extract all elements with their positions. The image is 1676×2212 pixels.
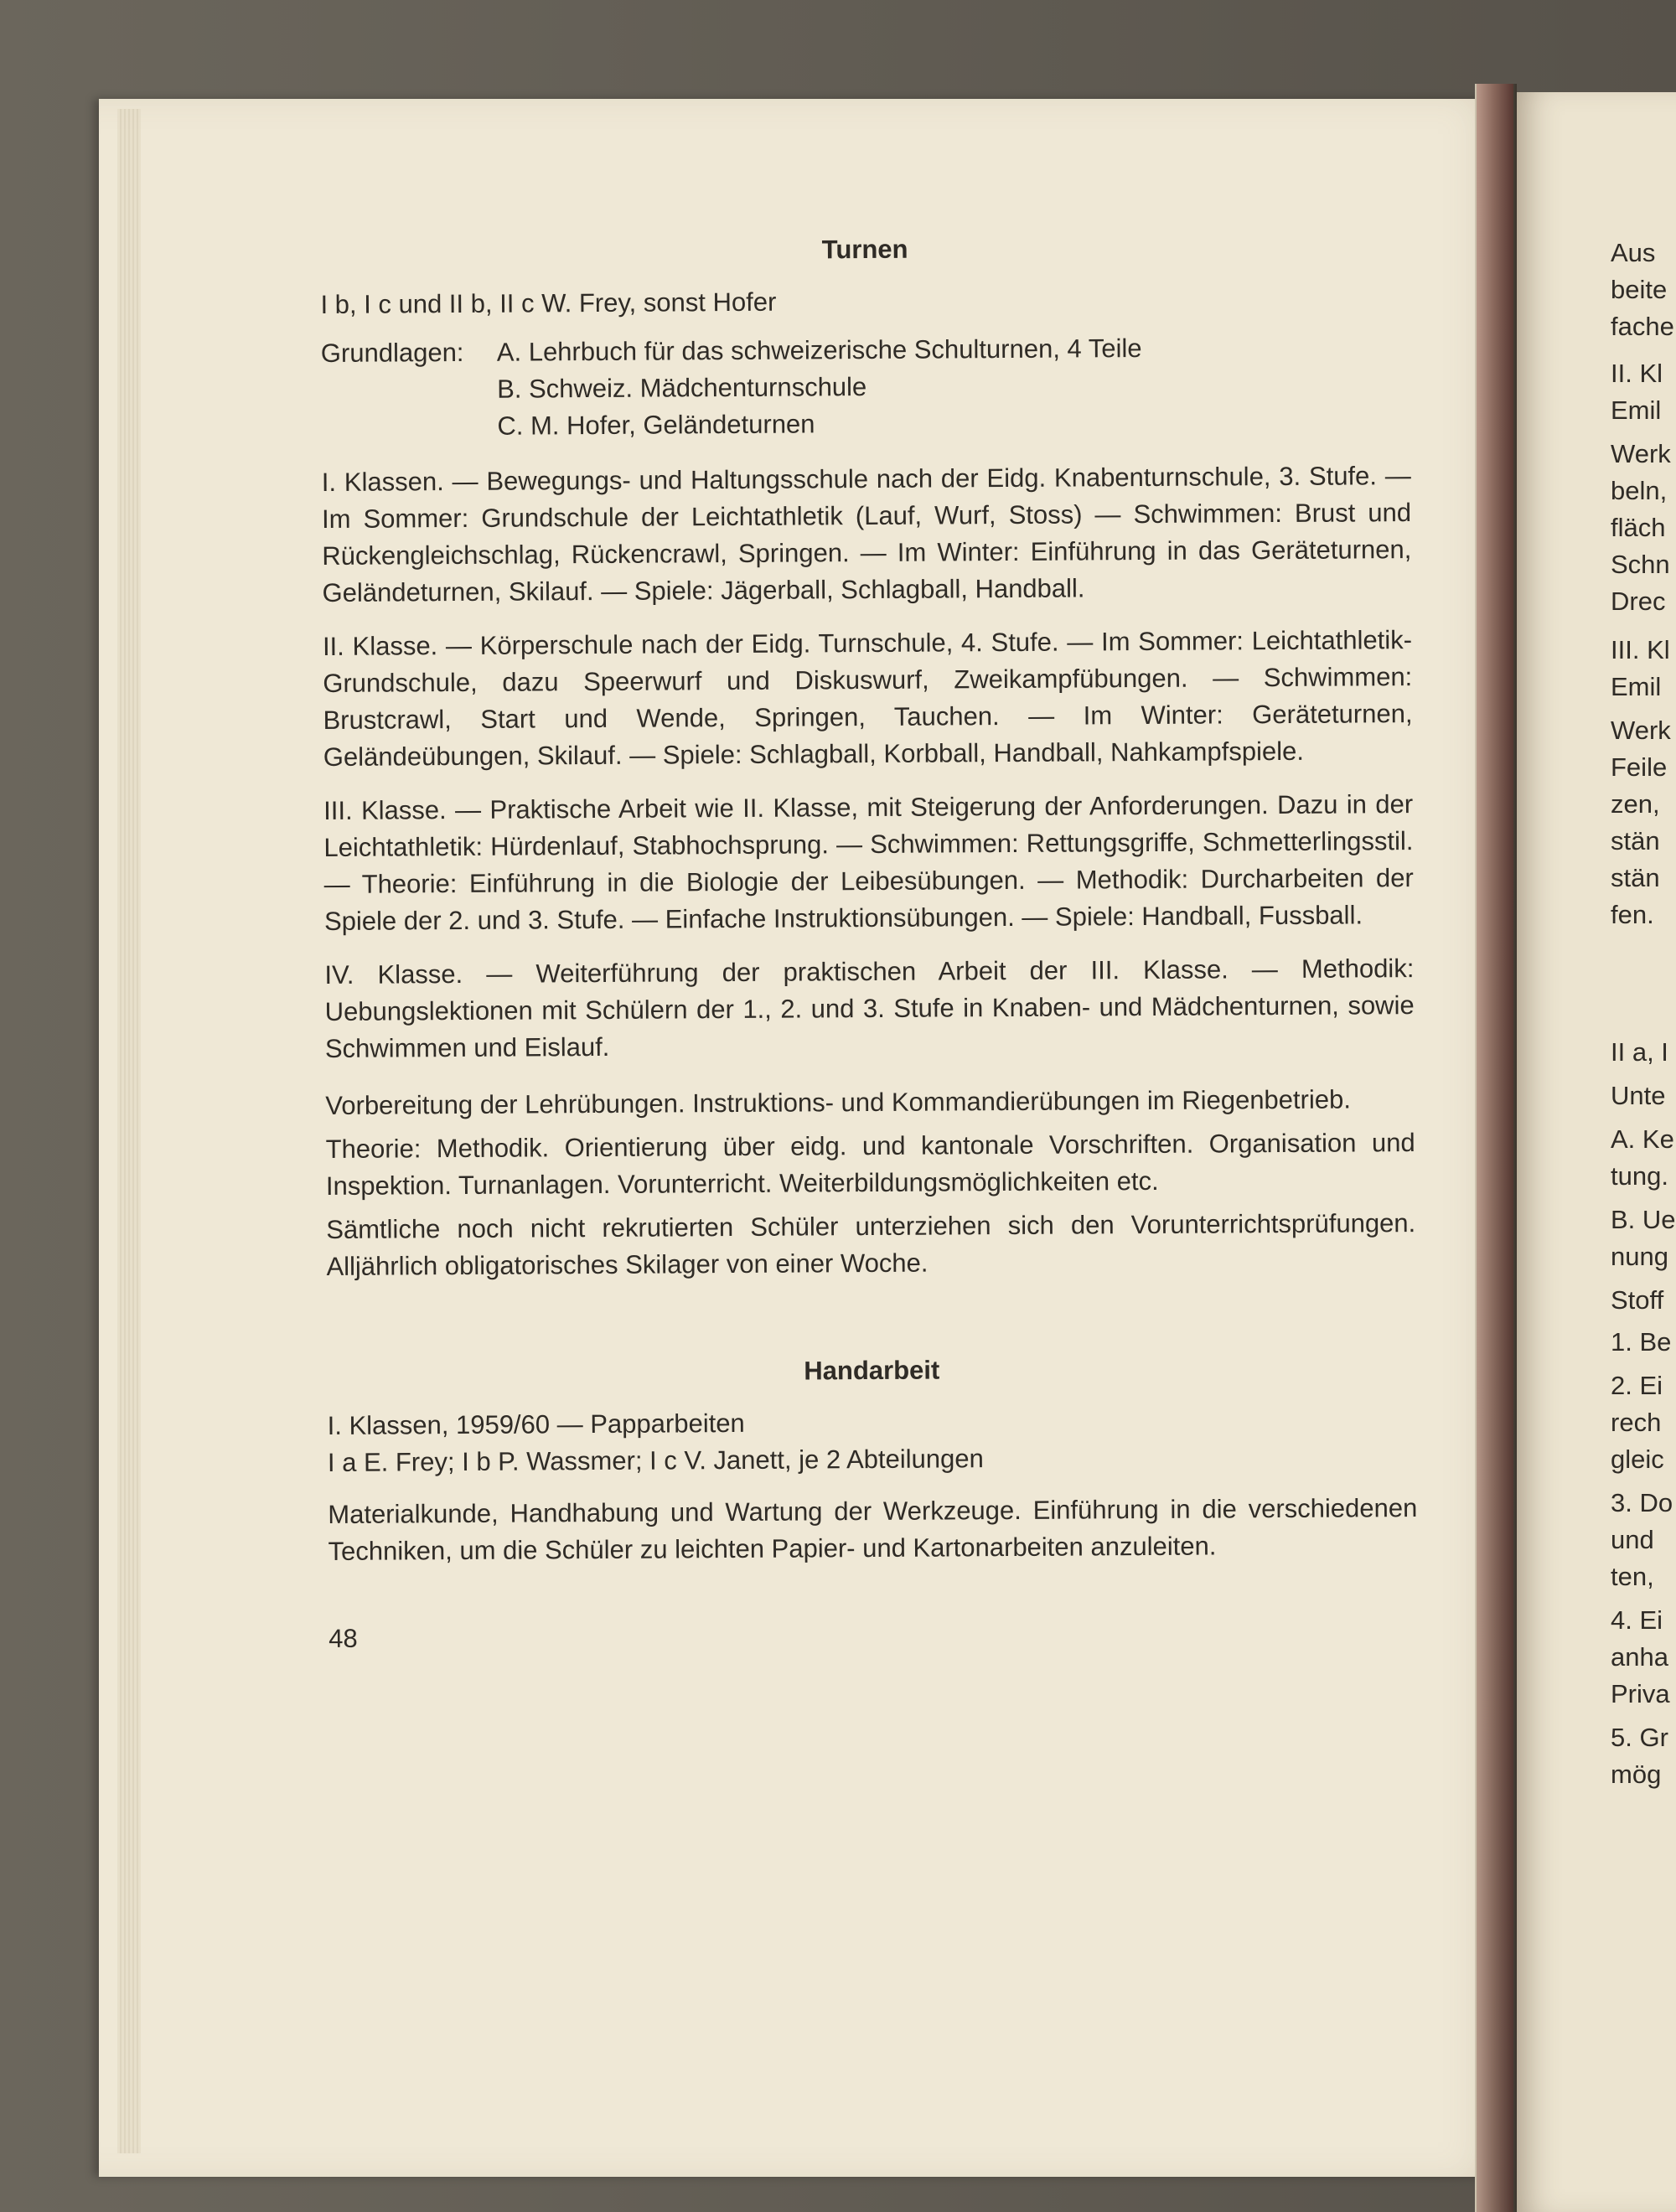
right-line: 4. Ei bbox=[1611, 1605, 1663, 1635]
right-line: Feile bbox=[1611, 752, 1668, 782]
right-line: rech bbox=[1611, 1408, 1662, 1437]
right-line: B. Ue bbox=[1611, 1205, 1676, 1234]
right-line: Schn bbox=[1611, 550, 1670, 579]
theorie-note: Theorie: Methodik. Orientierung über eidg. und kantonale Vorschriften. Organisation und Inspektion. Turnanlagen. Vorunterricht. Weiterbildungsmöglichkeiten etc. bbox=[325, 1128, 1415, 1201]
right-line: A. Ke bbox=[1611, 1124, 1674, 1154]
grundlagen-block bbox=[321, 328, 1411, 446]
klasse-2-paragraph: II. Klasse. — Körperschule nach der Eidg. Turnschule, 4. Stufe. — Im Sommer: Leichtathletik-Grundschule, dazu Speerwurf und Diskuswurf, Zweikampfübungen. — Schwimmen: Brustcrawl, Start und Wende, Springen, Tauchen. — Im Winter: Geräteturnen, Geländeübungen, Skilauf. — Spiele: Schlagball, Korbball, Handball, Nahkampfspiele. bbox=[322, 625, 1413, 772]
klasse-1-paragraph: I. Klassen. — Bewegungs- und Haltungsschule nach der Eidg. Knabenturnschule, 3. Stufe. — Im Sommer: Grundschule der Leichtathletik (Lauf, Wurf, Stoss) — Schwimmen: Brust und Rückengleichschlag, Rückencrawl, Springen. — Im Winter: Einführung in das Geräteturnen, Geländeturnen, Skilauf. — Spiele: Jägerball, Schlagball, Handball. bbox=[321, 461, 1412, 607]
right-line: Aus bbox=[1611, 238, 1656, 267]
right-line: anha bbox=[1611, 1642, 1668, 1672]
right-line: Werk bbox=[1611, 439, 1671, 468]
left-page-text bbox=[320, 228, 1418, 1657]
handarbeit-paragraph: Materialkunde, Handhabung und Wartung der Werkzeuge. Einführung in die verschiedenen Techniken, um die Schüler zu leichten Papier- und Kartonarbeiten anzuleiten. bbox=[328, 1493, 1418, 1566]
right-line: Emil bbox=[1611, 395, 1662, 425]
right-line: 5. Gr bbox=[1611, 1723, 1668, 1752]
right-line: beln, bbox=[1611, 476, 1668, 505]
right-line: II. Kl bbox=[1611, 359, 1663, 388]
right-line: tung. bbox=[1611, 1161, 1668, 1191]
klasse-3-paragraph: III. Klasse. — Praktische Arbeit wie II. Klasse, mit Steigerung der Anforderungen. Dazu in der Leichtathletik: Hürdenlauf, Stabhochsprung. — Schwimmen: Rettungsgriffe, Schmetterlingsstil. — Theorie: Einführung in die Biologie der Leibesübungen. — Methodik: Durcharbeiten der Spiele der 2. und 3. Stufe. — Einfache Instruktionsübungen. — Spiele: Handball, Fussball. bbox=[323, 789, 1414, 936]
right-line: Priva bbox=[1611, 1679, 1670, 1708]
grundlagen-list bbox=[497, 330, 1142, 445]
right-line: Drec bbox=[1611, 587, 1666, 616]
handarbeit-class-line: I. Klassen, 1959/60 — Papparbeiten bbox=[327, 1408, 745, 1440]
right-line: Emil bbox=[1611, 672, 1662, 701]
right-page-text bbox=[1611, 235, 1676, 1793]
right-line: fläch bbox=[1611, 513, 1666, 542]
right-line: beite bbox=[1611, 275, 1668, 304]
page-edges bbox=[117, 109, 141, 2153]
right-line: zen, bbox=[1611, 789, 1660, 819]
grundlagen-label: Grundlagen: bbox=[320, 337, 464, 368]
right-line: 3. Do bbox=[1611, 1488, 1673, 1517]
bookmark-ribbon bbox=[1477, 84, 1513, 2212]
right-line: gleic bbox=[1611, 1445, 1664, 1474]
turnen-teachers: I b, I c und II b, II c W. Frey, sonst Hofer bbox=[320, 287, 777, 319]
klasse-4-paragraph: IV. Klasse. — Weiterführung der praktischen Arbeit der III. Klasse. — Methodik: Uebungslektionen mit Schülern der 1., 2. und 3. Stufe in Knaben- und Mädchenturnen, sowie Schwimmen und Eislauf. bbox=[324, 954, 1415, 1063]
page-number: 48 bbox=[328, 1623, 358, 1653]
right-line: Werk bbox=[1611, 716, 1671, 745]
right-line: Stoff bbox=[1611, 1285, 1664, 1315]
right-line: und bbox=[1611, 1525, 1654, 1554]
right-line: stän bbox=[1611, 863, 1660, 892]
grundlagen-item: A. Lehrbuch für das schweizerische Schulturnen, 4 Teile bbox=[496, 333, 1142, 367]
handarbeit-teachers-line: I a E. Frey; I b P. Wassmer; I c V. Janett, je 2 Abteilungen bbox=[327, 1444, 984, 1477]
handarbeit-heading: Handarbeit bbox=[804, 1355, 940, 1386]
right-line: fache bbox=[1611, 312, 1674, 341]
right-line: II a, I bbox=[1611, 1037, 1668, 1067]
turnen-heading: Turnen bbox=[821, 234, 908, 265]
vorbereitung-note: Vorbereitung der Lehrübungen. Instruktions- und Kommandierübungen im Riegenbetrieb. bbox=[325, 1084, 1351, 1120]
right-line: Unte bbox=[1611, 1081, 1666, 1110]
grundlagen-item: C. M. Hofer, Geländeturnen bbox=[497, 409, 815, 441]
voruntericht-note: Sämtliche noch nicht rekrutierten Schüler unterziehen sich den Vorunterrichtsprüfungen. Alljährlich obligatorisches Skilager von einer Woche. bbox=[326, 1208, 1416, 1281]
right-line: nung bbox=[1611, 1242, 1668, 1271]
right-line: stän bbox=[1611, 826, 1660, 855]
right-line: 1. Be bbox=[1611, 1327, 1672, 1357]
right-line: fen. bbox=[1611, 900, 1654, 929]
right-line: ten, bbox=[1611, 1562, 1654, 1591]
right-line: 2. Ei bbox=[1611, 1371, 1663, 1400]
grundlagen-item: B. Schweiz. Mädchenturnschule bbox=[497, 372, 867, 404]
right-line: mög bbox=[1611, 1760, 1662, 1789]
right-line: III. Kl bbox=[1611, 635, 1670, 664]
